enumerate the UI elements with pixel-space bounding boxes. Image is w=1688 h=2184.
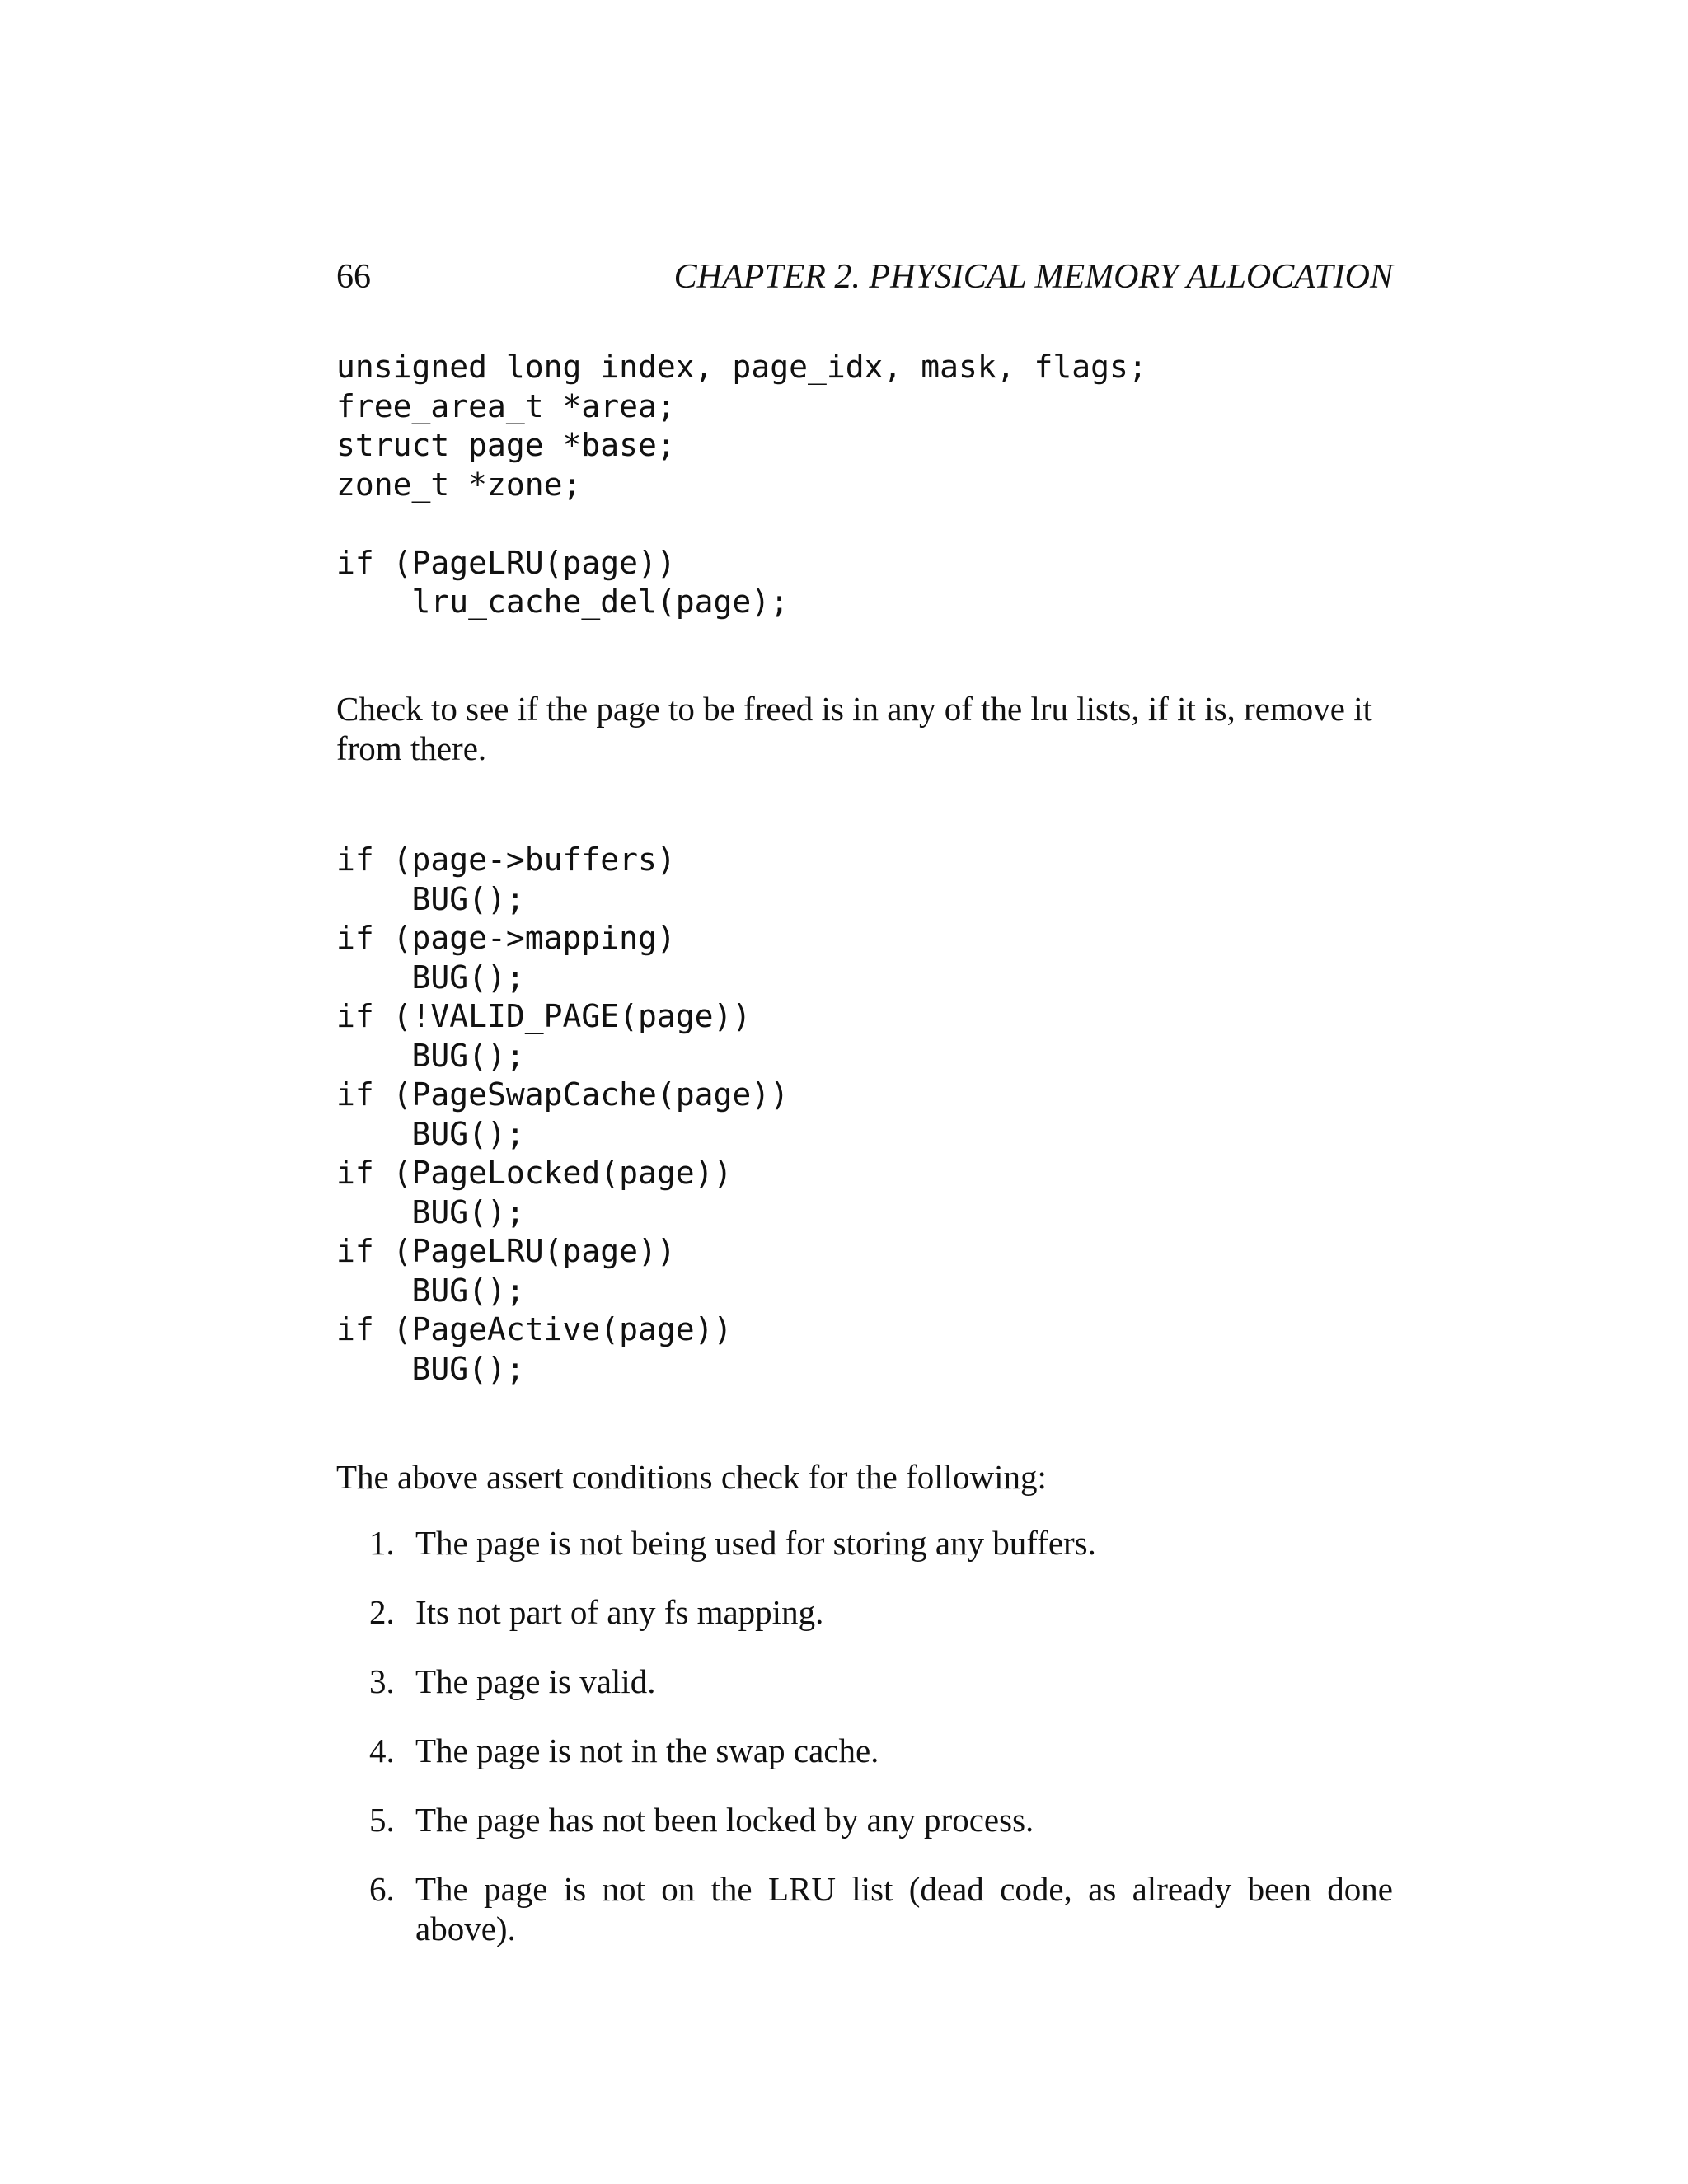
code-line: free_area_t *area;	[336, 387, 676, 424]
code-line: BUG();	[336, 1193, 525, 1230]
code-line: BUG();	[336, 1037, 525, 1074]
list-text: The page is not on the LRU list (dead code, as already been done above).	[415, 1870, 1393, 1947]
page-number: 66	[336, 258, 371, 296]
code-line: BUG();	[336, 1115, 525, 1152]
code-line: if (page->buffers)	[336, 841, 676, 878]
list-text: Its not part of any fs mapping.	[415, 1593, 824, 1631]
code-line: if (PageLRU(page))	[336, 544, 676, 581]
code-block-assertions	[336, 841, 789, 1389]
code-block-declarations	[336, 348, 1147, 622]
list-text: The page is not being used for storing any buffers.	[415, 1524, 1096, 1562]
list-number: 3.	[369, 1662, 395, 1700]
list-number: 5.	[369, 1801, 395, 1839]
code-line: unsigned long index, page_idx, mask, flags;	[336, 349, 1147, 385]
assert-conditions-list	[336, 1523, 1393, 1978]
code-line: if (PageLocked(page))	[336, 1155, 733, 1191]
code-line: if (!VALID_PAGE(page))	[336, 998, 752, 1034]
paragraph-lru-check: Check to see if the page to be freed is in any of the lru lists, if it is, remove it from there.	[336, 690, 1373, 767]
list-number: 6.	[369, 1870, 395, 1908]
code-line: zone_t *zone;	[336, 466, 582, 503]
code-line: if (PageSwapCache(page))	[336, 1076, 790, 1113]
list-text: The page is valid.	[415, 1662, 656, 1700]
list-item	[336, 1800, 1393, 1840]
page-header	[336, 257, 1393, 303]
list-text: The page is not in the swap cache.	[415, 1732, 879, 1769]
list-item	[336, 1731, 1393, 1770]
list-number: 4.	[369, 1732, 395, 1769]
paragraph-assert-intro: The above assert conditions check for the following:	[336, 1458, 1047, 1496]
running-head: CHAPTER 2. PHYSICAL MEMORY ALLOCATION	[673, 258, 1393, 296]
code-line: BUG();	[336, 1350, 525, 1387]
code-line: struct page *base;	[336, 427, 676, 463]
code-line: lru_cache_del(page);	[336, 583, 790, 620]
code-line: if (PageLRU(page))	[336, 1233, 676, 1269]
list-item	[336, 1523, 1393, 1563]
code-line: if (PageActive(page))	[336, 1311, 733, 1347]
code-line: BUG();	[336, 1272, 525, 1309]
list-item	[336, 1592, 1393, 1632]
code-line: if (page->mapping)	[336, 920, 676, 956]
code-line: BUG();	[336, 958, 525, 996]
list-item	[336, 1869, 1393, 1948]
list-number: 1.	[369, 1524, 395, 1562]
code-line: BUG();	[336, 880, 525, 917]
list-text: The page has not been locked by any process.	[415, 1801, 1034, 1839]
list-item	[336, 1661, 1393, 1701]
list-number: 2.	[369, 1593, 395, 1631]
